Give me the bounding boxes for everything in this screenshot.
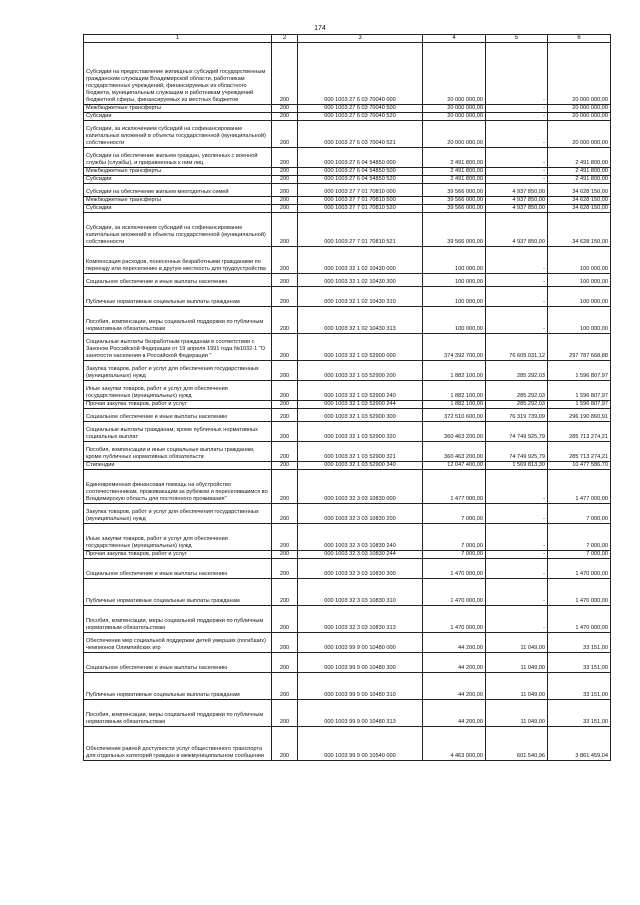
row-kbk-cell: 000 1003 32 3 03 10830 200 bbox=[298, 504, 423, 524]
row-remaining-cell: 285 713 274,21 bbox=[548, 442, 611, 462]
table-row bbox=[84, 559, 611, 579]
row-approved-cell: 1 882 100,00 bbox=[423, 401, 486, 409]
row-kbk-cell: 000 1003 32 3 03 10830 310 bbox=[298, 579, 423, 606]
row-kbk-cell: 000 1003 99 9 00 10480 313 bbox=[298, 700, 423, 727]
table-row bbox=[84, 361, 611, 381]
row-name-cell: Публичные нормативные социальные выплаты гражданам bbox=[84, 287, 272, 307]
row-name-cell: Единовременная финансовая помощь на обустройство соотечественникам, проживающим за рубежом и переселившимся во Владимирскую область для постоянного проживания" bbox=[84, 470, 272, 504]
header-cell: 5 bbox=[486, 35, 548, 43]
row-kbk-cell: 000 1003 99 9 00 10540 000 bbox=[298, 727, 423, 761]
table-row bbox=[84, 442, 611, 462]
row-executed-cell: 1 569 813,30 bbox=[486, 462, 548, 470]
row-name-cell: Закупка товаров, работ и услуг для обеспечения государственных (муниципальных) нужд bbox=[84, 504, 272, 524]
row-executed-cell: - bbox=[486, 121, 548, 148]
row-approved-cell: 12 047 400,00 bbox=[423, 462, 486, 470]
row-approved-cell: 20 000 000,00 bbox=[423, 113, 486, 121]
row-code-cell: 200 bbox=[272, 274, 298, 287]
row-executed-cell: - bbox=[486, 470, 548, 504]
row-approved-cell: 20 000 000,00 bbox=[423, 105, 486, 113]
row-name-cell: Межбюджетные трансферты bbox=[84, 105, 272, 113]
row-executed-cell: 11 049,00 bbox=[486, 700, 548, 727]
row-name-cell: Социальные выплаты гражданам, кроме публичных нормативных социальных выплат bbox=[84, 422, 272, 442]
row-executed-cell: - bbox=[486, 524, 548, 551]
table-row bbox=[84, 197, 611, 205]
row-name-cell: Субсидии bbox=[84, 176, 272, 184]
row-executed-cell: - bbox=[486, 287, 548, 307]
row-executed-cell: 76 605 031,12 bbox=[486, 334, 548, 361]
row-name-cell: Социальное обеспечение и иные выплаты населению bbox=[84, 409, 272, 422]
table-row bbox=[84, 381, 611, 401]
row-kbk-cell: 000 1003 27 6 03 70040 000 bbox=[298, 43, 423, 105]
row-remaining-cell: 1 470 000,00 bbox=[548, 606, 611, 633]
row-executed-cell: 4 937 850,00 bbox=[486, 205, 548, 213]
row-executed-cell: - bbox=[486, 247, 548, 274]
table-row bbox=[84, 462, 611, 470]
row-kbk-cell: 000 1003 32 1 03 52900 320 bbox=[298, 422, 423, 442]
row-remaining-cell: 3 861 459,04 bbox=[548, 727, 611, 761]
table-row bbox=[84, 727, 611, 761]
row-approved-cell: 100 000,00 bbox=[423, 247, 486, 274]
header-cell: 3 bbox=[298, 35, 423, 43]
row-code-cell: 200 bbox=[272, 197, 298, 205]
table-row bbox=[84, 113, 611, 121]
table-header bbox=[84, 35, 611, 43]
row-name-cell: Субсидии на предоставление жилищных субсидий государственным гражданским служащим Владимирской области, работникам государственных учреждений, финансируемых из областного бюджета, муниципальным служащим и работникам учреждений бюджетной сферы, финансируемых из местных бюджетов bbox=[84, 43, 272, 105]
row-approved-cell: 1 470 000,00 bbox=[423, 579, 486, 606]
row-remaining-cell: 20 000 000,00 bbox=[548, 43, 611, 105]
table-row bbox=[84, 524, 611, 551]
row-executed-cell: 11 049,00 bbox=[486, 673, 548, 700]
row-executed-cell: - bbox=[486, 504, 548, 524]
row-executed-cell: - bbox=[486, 105, 548, 113]
row-kbk-cell: 000 1003 27 6 03 70040 520 bbox=[298, 113, 423, 121]
row-remaining-cell: 34 628 150,00 bbox=[548, 184, 611, 197]
table-row bbox=[84, 184, 611, 197]
table-row bbox=[84, 579, 611, 606]
row-approved-cell: 1 477 000,00 bbox=[423, 470, 486, 504]
row-executed-cell: 74 749 925,79 bbox=[486, 442, 548, 462]
table-row bbox=[84, 43, 611, 105]
row-code-cell: 200 bbox=[272, 184, 298, 197]
row-name-cell: Обеспечение равной доступности услуг общественного транспорта для отдельных категорий граждан в межмуниципальном сообщении bbox=[84, 727, 272, 761]
row-kbk-cell: 000 1003 32 3 03 10830 244 bbox=[298, 551, 423, 559]
row-name-cell: Публичные нормативные социальные выплаты гражданам bbox=[84, 579, 272, 606]
row-kbk-cell: 000 1003 27 7 01 70810 000 bbox=[298, 184, 423, 197]
header-cell: 2 bbox=[272, 35, 298, 43]
row-approved-cell: 100 000,00 bbox=[423, 287, 486, 307]
row-code-cell: 200 bbox=[272, 442, 298, 462]
row-kbk-cell: 000 1003 32 3 03 10830 300 bbox=[298, 559, 423, 579]
row-kbk-cell: 000 1003 32 1 03 52900 340 bbox=[298, 462, 423, 470]
row-kbk-cell: 000 1003 27 7 01 70810 500 bbox=[298, 197, 423, 205]
row-remaining-cell: 1 477 000,00 bbox=[548, 470, 611, 504]
row-name-cell: Пособия, компенсации, меры социальной поддержки по публичным нормативным обязательствам bbox=[84, 700, 272, 727]
table-row bbox=[84, 409, 611, 422]
row-remaining-cell: 100 000,00 bbox=[548, 307, 611, 334]
row-executed-cell: 76 319 739,09 bbox=[486, 409, 548, 422]
row-remaining-cell: 1 596 807,97 bbox=[548, 401, 611, 409]
row-remaining-cell: 2 491 800,00 bbox=[548, 168, 611, 176]
table-row bbox=[84, 700, 611, 727]
header-cell: 6 bbox=[548, 35, 611, 43]
row-code-cell: 200 bbox=[272, 559, 298, 579]
row-code-cell: 200 bbox=[272, 205, 298, 213]
table-row bbox=[84, 606, 611, 633]
row-remaining-cell: 33 151,00 bbox=[548, 653, 611, 673]
table-row bbox=[84, 653, 611, 673]
row-approved-cell: 44 200,00 bbox=[423, 673, 486, 700]
table-row bbox=[84, 401, 611, 409]
row-executed-cell: 601 540,96 bbox=[486, 727, 548, 761]
row-name-cell: Публичные нормативные социальные выплаты гражданам bbox=[84, 673, 272, 700]
row-kbk-cell: 000 1003 32 1 03 52900 244 bbox=[298, 401, 423, 409]
row-name-cell: Субсидии, за исключением субсидий на софинансирование капитальных вложений в объекты государственной (муниципальной) собственности bbox=[84, 213, 272, 247]
row-executed-cell: - bbox=[486, 307, 548, 334]
row-remaining-cell: 1 596 807,97 bbox=[548, 361, 611, 381]
row-kbk-cell: 000 1003 32 1 02 10430 300 bbox=[298, 274, 423, 287]
row-executed-cell: - bbox=[486, 168, 548, 176]
row-code-cell: 200 bbox=[272, 168, 298, 176]
row-kbk-cell: 000 1003 99 9 00 10480 000 bbox=[298, 633, 423, 653]
table-row bbox=[84, 274, 611, 287]
row-executed-cell: 11 049,00 bbox=[486, 653, 548, 673]
row-executed-cell: - bbox=[486, 43, 548, 105]
row-name-cell: Субсидии, за исключением субсидий на софинансирование капитальных вложений в объекты государственной (муниципальной) собственности bbox=[84, 121, 272, 148]
row-name-cell: Социальные выплаты безработным гражданам в соответствии с Законом Российской Федерации от 19 апреля 1991 года №1032-1 "О занятости населения в Российской Федерации " bbox=[84, 334, 272, 361]
row-code-cell: 200 bbox=[272, 307, 298, 334]
row-executed-cell: 285 292,03 bbox=[486, 381, 548, 401]
row-code-cell: 200 bbox=[272, 334, 298, 361]
row-code-cell: 200 bbox=[272, 470, 298, 504]
row-code-cell: 200 bbox=[272, 409, 298, 422]
row-executed-cell: - bbox=[486, 113, 548, 121]
row-approved-cell: 20 000 000,00 bbox=[423, 43, 486, 105]
table-row bbox=[84, 334, 611, 361]
row-name-cell: Социальное обеспечение и иные выплаты населению bbox=[84, 653, 272, 673]
table-row bbox=[84, 247, 611, 274]
row-name-cell: Закупка товаров, работ и услуг для обеспечения государственных (муниципальных) нужд bbox=[84, 361, 272, 381]
row-approved-cell: 100 000,00 bbox=[423, 274, 486, 287]
row-executed-cell: 11 049,00 bbox=[486, 633, 548, 653]
row-approved-cell: 2 491 800,00 bbox=[423, 148, 486, 168]
row-remaining-cell: 20 000 000,00 bbox=[548, 121, 611, 148]
row-executed-cell: - bbox=[486, 606, 548, 633]
row-code-cell: 200 bbox=[272, 579, 298, 606]
row-code-cell: 200 bbox=[272, 381, 298, 401]
row-remaining-cell: 296 190 860,91 bbox=[548, 409, 611, 422]
row-kbk-cell: 000 1003 27 6 03 70040 500 bbox=[298, 105, 423, 113]
row-code-cell: 200 bbox=[272, 462, 298, 470]
row-kbk-cell: 000 1003 32 1 03 52900 200 bbox=[298, 361, 423, 381]
row-remaining-cell: 1 470 000,00 bbox=[548, 559, 611, 579]
table-row bbox=[84, 148, 611, 168]
row-approved-cell: 39 566 000,00 bbox=[423, 184, 486, 197]
row-code-cell: 200 bbox=[272, 673, 298, 700]
row-code-cell: 200 bbox=[272, 653, 298, 673]
row-approved-cell: 44 200,00 bbox=[423, 633, 486, 653]
budget-table bbox=[83, 34, 611, 761]
row-remaining-cell: 34 628 150,00 bbox=[548, 197, 611, 205]
row-remaining-cell: 7 000,00 bbox=[548, 524, 611, 551]
row-approved-cell: 360 463 200,00 bbox=[423, 442, 486, 462]
row-approved-cell: 1 470 000,00 bbox=[423, 559, 486, 579]
row-name-cell: Прочая закупка товаров, работ и услуг bbox=[84, 401, 272, 409]
row-executed-cell: - bbox=[486, 559, 548, 579]
row-approved-cell: 2 491 800,00 bbox=[423, 176, 486, 184]
row-code-cell: 200 bbox=[272, 524, 298, 551]
row-name-cell: Стипендии bbox=[84, 462, 272, 470]
table-row bbox=[84, 673, 611, 700]
row-kbk-cell: 000 1003 32 3 03 10830 313 bbox=[298, 606, 423, 633]
row-remaining-cell: 100 000,00 bbox=[548, 274, 611, 287]
row-name-cell: Социальное обеспечение и иные выплаты населению bbox=[84, 559, 272, 579]
table-row bbox=[84, 205, 611, 213]
row-name-cell: Компенсация расходов, понесенных безработными гражданами по переезду или переселению в другую местность для трудоустройства bbox=[84, 247, 272, 274]
row-code-cell: 200 bbox=[272, 401, 298, 409]
row-remaining-cell: 7 000,00 bbox=[548, 504, 611, 524]
row-name-cell: Субсидии bbox=[84, 205, 272, 213]
table-row bbox=[84, 105, 611, 113]
row-remaining-cell: 1 470 000,00 bbox=[548, 579, 611, 606]
row-kbk-cell: 000 1003 27 6 04 54850 520 bbox=[298, 176, 423, 184]
row-code-cell: 200 bbox=[272, 113, 298, 121]
row-approved-cell: 39 566 000,00 bbox=[423, 213, 486, 247]
row-remaining-cell: 2 491 800,00 bbox=[548, 148, 611, 168]
row-approved-cell: 44 200,00 bbox=[423, 700, 486, 727]
table-row bbox=[84, 176, 611, 184]
row-approved-cell: 372 510 600,00 bbox=[423, 409, 486, 422]
row-approved-cell: 4 463 000,00 bbox=[423, 727, 486, 761]
row-name-cell: Социальное обеспечение и иные выплаты населению bbox=[84, 274, 272, 287]
row-code-cell: 200 bbox=[272, 105, 298, 113]
row-code-cell: 200 bbox=[272, 504, 298, 524]
row-name-cell: Субсидии bbox=[84, 113, 272, 121]
row-remaining-cell: 10 477 586,70 bbox=[548, 462, 611, 470]
row-code-cell: 200 bbox=[272, 121, 298, 148]
row-approved-cell: 39 566 000,00 bbox=[423, 205, 486, 213]
row-approved-cell: 7 000,00 bbox=[423, 524, 486, 551]
row-executed-cell: - bbox=[486, 148, 548, 168]
row-name-cell: Субсидии на обеспечение жильем многодетных семей bbox=[84, 184, 272, 197]
row-executed-cell: 285 292,03 bbox=[486, 401, 548, 409]
row-remaining-cell: 33 151,00 bbox=[548, 633, 611, 653]
row-approved-cell: 100 000,00 bbox=[423, 307, 486, 334]
header-cell: 1 bbox=[84, 35, 272, 43]
row-kbk-cell: 000 1003 32 1 03 52900 240 bbox=[298, 381, 423, 401]
header-cell: 4 bbox=[423, 35, 486, 43]
row-kbk-cell: 000 1003 32 1 03 52900 321 bbox=[298, 442, 423, 462]
table-row bbox=[84, 121, 611, 148]
row-remaining-cell: 34 628 150,00 bbox=[548, 205, 611, 213]
row-name-cell: Субсидии на обеспечение жильем граждан, уволенных с военной службы (службы), и приравненных к ним лиц bbox=[84, 148, 272, 168]
row-approved-cell: 374 392 700,00 bbox=[423, 334, 486, 361]
row-code-cell: 200 bbox=[272, 422, 298, 442]
row-kbk-cell: 000 1003 27 7 01 70810 520 bbox=[298, 205, 423, 213]
row-kbk-cell: 000 1003 27 7 01 70810 521 bbox=[298, 213, 423, 247]
row-name-cell: Обеспечение мер социальной поддержки детей умерших (погибших) чемпионов Олимпийских игр bbox=[84, 633, 272, 653]
table-row bbox=[84, 307, 611, 334]
row-remaining-cell: 100 000,00 bbox=[548, 287, 611, 307]
row-code-cell: 200 bbox=[272, 213, 298, 247]
table-row bbox=[84, 551, 611, 559]
row-kbk-cell: 000 1003 32 3 03 10830 000 bbox=[298, 470, 423, 504]
row-executed-cell: 285 292,03 bbox=[486, 361, 548, 381]
row-approved-cell: 1 882 100,00 bbox=[423, 381, 486, 401]
row-remaining-cell: 285 713 274,21 bbox=[548, 422, 611, 442]
row-kbk-cell: 000 1003 32 1 02 10430 313 bbox=[298, 307, 423, 334]
row-code-cell: 200 bbox=[272, 287, 298, 307]
row-kbk-cell: 000 1003 32 1 03 52900 300 bbox=[298, 409, 423, 422]
row-kbk-cell: 000 1003 99 9 00 10480 310 bbox=[298, 673, 423, 700]
row-code-cell: 200 bbox=[272, 633, 298, 653]
row-executed-cell: 4 937 850,00 bbox=[486, 184, 548, 197]
row-remaining-cell: 100 000,00 bbox=[548, 247, 611, 274]
row-executed-cell: 74 749 925,79 bbox=[486, 422, 548, 442]
row-code-cell: 200 bbox=[272, 700, 298, 727]
table-row bbox=[84, 633, 611, 653]
row-remaining-cell: 33 151,00 bbox=[548, 673, 611, 700]
row-name-cell: Прочая закупка товаров, работ и услуг bbox=[84, 551, 272, 559]
table-row bbox=[84, 213, 611, 247]
row-approved-cell: 2 491 800,00 bbox=[423, 168, 486, 176]
row-name-cell: Межбюджетные трансферты bbox=[84, 197, 272, 205]
table-body bbox=[84, 43, 611, 761]
row-code-cell: 200 bbox=[272, 551, 298, 559]
row-name-cell: Пособия, компенсации, меры социальной поддержки по публичным нормативным обязательствам bbox=[84, 606, 272, 633]
row-name-cell: Межбюджетные трансферты bbox=[84, 168, 272, 176]
table-row bbox=[84, 287, 611, 307]
table-row bbox=[84, 168, 611, 176]
row-remaining-cell: 34 628 150,00 bbox=[548, 213, 611, 247]
row-remaining-cell: 33 151,00 bbox=[548, 700, 611, 727]
row-kbk-cell: 000 1003 32 1 02 10430 310 bbox=[298, 287, 423, 307]
row-remaining-cell: 2 491 800,00 bbox=[548, 176, 611, 184]
row-approved-cell: 20 000 000,00 bbox=[423, 121, 486, 148]
row-approved-cell: 7 000,00 bbox=[423, 504, 486, 524]
table-row bbox=[84, 422, 611, 442]
row-remaining-cell: 297 787 668,88 bbox=[548, 334, 611, 361]
row-name-cell: Пособия, компенсации, меры социальной поддержки по публичным нормативным обязательствам bbox=[84, 307, 272, 334]
row-executed-cell: - bbox=[486, 579, 548, 606]
row-approved-cell: 1 882 100,00 bbox=[423, 361, 486, 381]
row-approved-cell: 7 000,00 bbox=[423, 551, 486, 559]
row-kbk-cell: 000 1003 32 1 02 10430 000 bbox=[298, 247, 423, 274]
row-approved-cell: 360 463 200,00 bbox=[423, 422, 486, 442]
row-kbk-cell: 000 1003 27 6 03 70040 521 bbox=[298, 121, 423, 148]
table-row bbox=[84, 470, 611, 504]
row-code-cell: 200 bbox=[272, 361, 298, 381]
row-name-cell: Пособия, компенсации и иные социальные выплаты гражданам, кроме публичных нормативных обязательств bbox=[84, 442, 272, 462]
row-executed-cell: - bbox=[486, 551, 548, 559]
row-code-cell: 200 bbox=[272, 176, 298, 184]
row-executed-cell: 4 937 850,00 bbox=[486, 213, 548, 247]
row-name-cell: Иные закупки товаров, работ и услуг для обеспечения государственных (муниципальных) нужд bbox=[84, 381, 272, 401]
row-remaining-cell: 20 000 000,00 bbox=[548, 105, 611, 113]
row-code-cell: 200 bbox=[272, 43, 298, 105]
row-kbk-cell: 000 1003 32 1 03 52900 000 bbox=[298, 334, 423, 361]
row-remaining-cell: 1 596 807,97 bbox=[548, 381, 611, 401]
row-kbk-cell: 000 1003 99 9 00 10480 300 bbox=[298, 653, 423, 673]
row-code-cell: 200 bbox=[272, 727, 298, 761]
row-executed-cell: - bbox=[486, 274, 548, 287]
row-approved-cell: 39 566 000,00 bbox=[423, 197, 486, 205]
row-executed-cell: - bbox=[486, 176, 548, 184]
page-number: 174 bbox=[314, 25, 326, 32]
row-code-cell: 200 bbox=[272, 148, 298, 168]
row-kbk-cell: 000 1003 32 3 03 10830 240 bbox=[298, 524, 423, 551]
row-name-cell: Иные закупки товаров, работ и услуг для обеспечения государственных (муниципальных) нужд bbox=[84, 524, 272, 551]
row-remaining-cell: 7 000,00 bbox=[548, 551, 611, 559]
row-code-cell: 200 bbox=[272, 606, 298, 633]
row-approved-cell: 44 200,00 bbox=[423, 653, 486, 673]
row-remaining-cell: 20 000 000,00 bbox=[548, 113, 611, 121]
row-executed-cell: 4 937 850,00 bbox=[486, 197, 548, 205]
row-approved-cell: 1 470 000,00 bbox=[423, 606, 486, 633]
table-row bbox=[84, 504, 611, 524]
row-kbk-cell: 000 1003 27 6 04 54850 500 bbox=[298, 168, 423, 176]
row-code-cell: 200 bbox=[272, 247, 298, 274]
row-kbk-cell: 000 1003 27 6 04 54850 000 bbox=[298, 148, 423, 168]
